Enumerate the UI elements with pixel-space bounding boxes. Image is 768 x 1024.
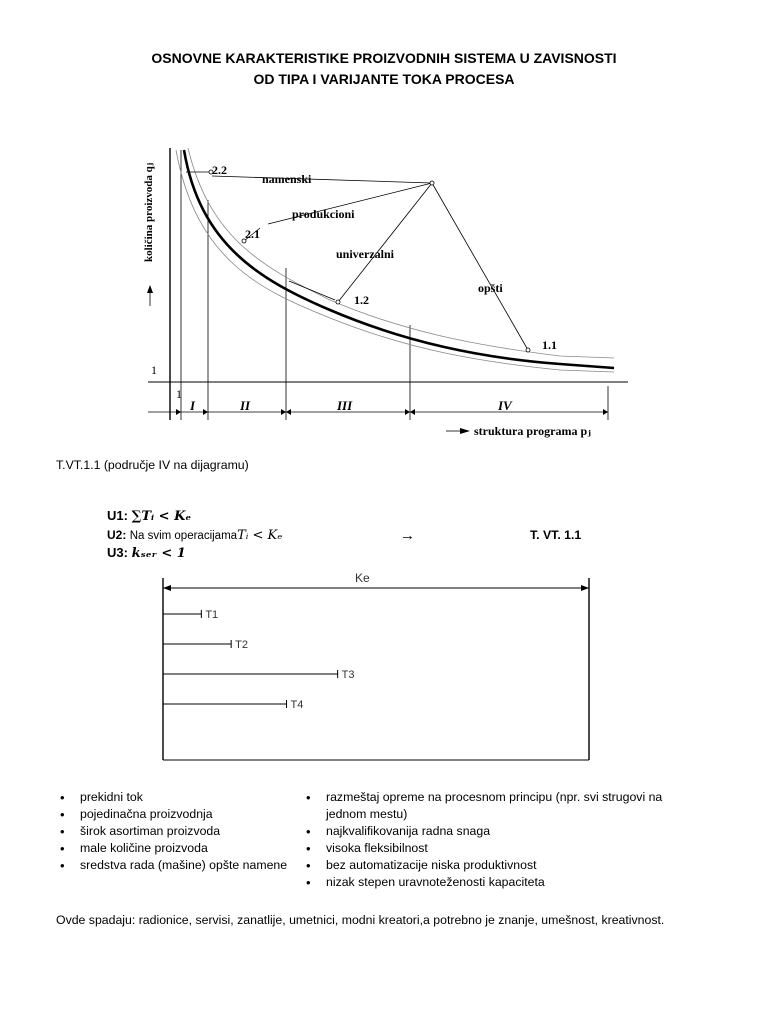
- document-title-line2: OD TIPA I VARIJANTE TOKA PROCESA: [253, 71, 515, 87]
- label-produkcioni: produkcioni: [292, 207, 355, 221]
- condition-u1: [107, 508, 191, 524]
- u3-expression: kₛₑᵣ < 1: [131, 546, 186, 561]
- operation-label-1: T1: [205, 609, 219, 621]
- implication-arrow: →: [400, 527, 415, 544]
- u2-text: Na svim operacijama: [129, 530, 238, 542]
- u3-label: U3:: [107, 545, 128, 560]
- condition-u3: [107, 545, 186, 561]
- point-1-1: [526, 348, 530, 352]
- u1-expression: ∑Tᵢ < Kₑ: [131, 509, 192, 524]
- u2-label: U2:: [107, 528, 127, 542]
- list-item: • visoka fleksibilnost: [306, 840, 696, 857]
- production-systems-diagram: [0, 0, 768, 450]
- list-item: • nizak stepen uravnoteženosti kapaciteta: [306, 874, 696, 891]
- region-label-III: III: [337, 398, 353, 413]
- operation-label-4: T4: [290, 699, 304, 711]
- y-one-label: 1: [151, 363, 157, 377]
- bullets-left: [60, 789, 287, 874]
- point-label-1-2: 1.2: [354, 293, 369, 307]
- list-item: • sredstva rada (mašine) opšte namene: [60, 857, 287, 874]
- u1-label: U1:: [107, 508, 128, 523]
- list-item: • prekidni tok: [60, 789, 287, 806]
- region-label-IV: IV: [498, 398, 512, 413]
- result-label: T. VT. 1.1: [530, 528, 582, 542]
- list-item: • najkvalifikovanija radna snaga: [306, 823, 696, 840]
- point-hub: [430, 181, 434, 185]
- footer-text: Ovde spadaju: radionice, servisi, zanatlije, umetnici, modni kreatori,a potrebno je znanje, umešnost, kreativnost.: [56, 913, 665, 927]
- x-axis-label: struktura programa pⱼ: [474, 424, 591, 438]
- operation-label-3: T3: [341, 669, 355, 681]
- operation-label-2: T2: [235, 639, 249, 651]
- region-label-I: I: [190, 398, 196, 413]
- x-one-label: 1: [176, 387, 182, 401]
- main-curve: [184, 150, 614, 368]
- list-item: • pojedinačna proizvodnja: [60, 806, 287, 823]
- label-univerzalni: univerzalni: [336, 247, 395, 261]
- point-label-2-1: 2.1: [245, 227, 260, 241]
- region-label-II: II: [240, 398, 251, 413]
- list-item: • širok asortiman proizvoda: [60, 823, 287, 840]
- upper-envelope-curve: [188, 148, 614, 358]
- list-item: • bez automatizacije niska produktivnost: [306, 857, 696, 874]
- section-heading: T.VT.1.1 (područje IV na dijagramu): [56, 458, 249, 472]
- y-axis-label: količina proizvoda qⱼ: [143, 162, 155, 262]
- label-namenski: namenski: [262, 172, 312, 186]
- bullets-right: [306, 789, 696, 891]
- list-item: • razmeštaj opreme na procesnom principu (npr. svi strugovi na jednom mestu): [306, 789, 696, 823]
- u2-expression: Tᵢ < Kₑ: [237, 528, 283, 543]
- condition-u2: [107, 528, 282, 543]
- document-title-line1: OSNOVNE KARAKTERISTIKE PROIZVODNIH SISTEMA U ZAVISNOSTI: [151, 50, 617, 66]
- point-label-2-2: 2.2: [212, 163, 227, 177]
- label-opsti: opšti: [478, 281, 503, 295]
- list-item: • male količine proizvoda: [60, 840, 287, 857]
- point-1-2: [336, 300, 340, 304]
- ke-label: Ke: [355, 571, 370, 585]
- point-label-1-1: 1.1: [542, 338, 557, 352]
